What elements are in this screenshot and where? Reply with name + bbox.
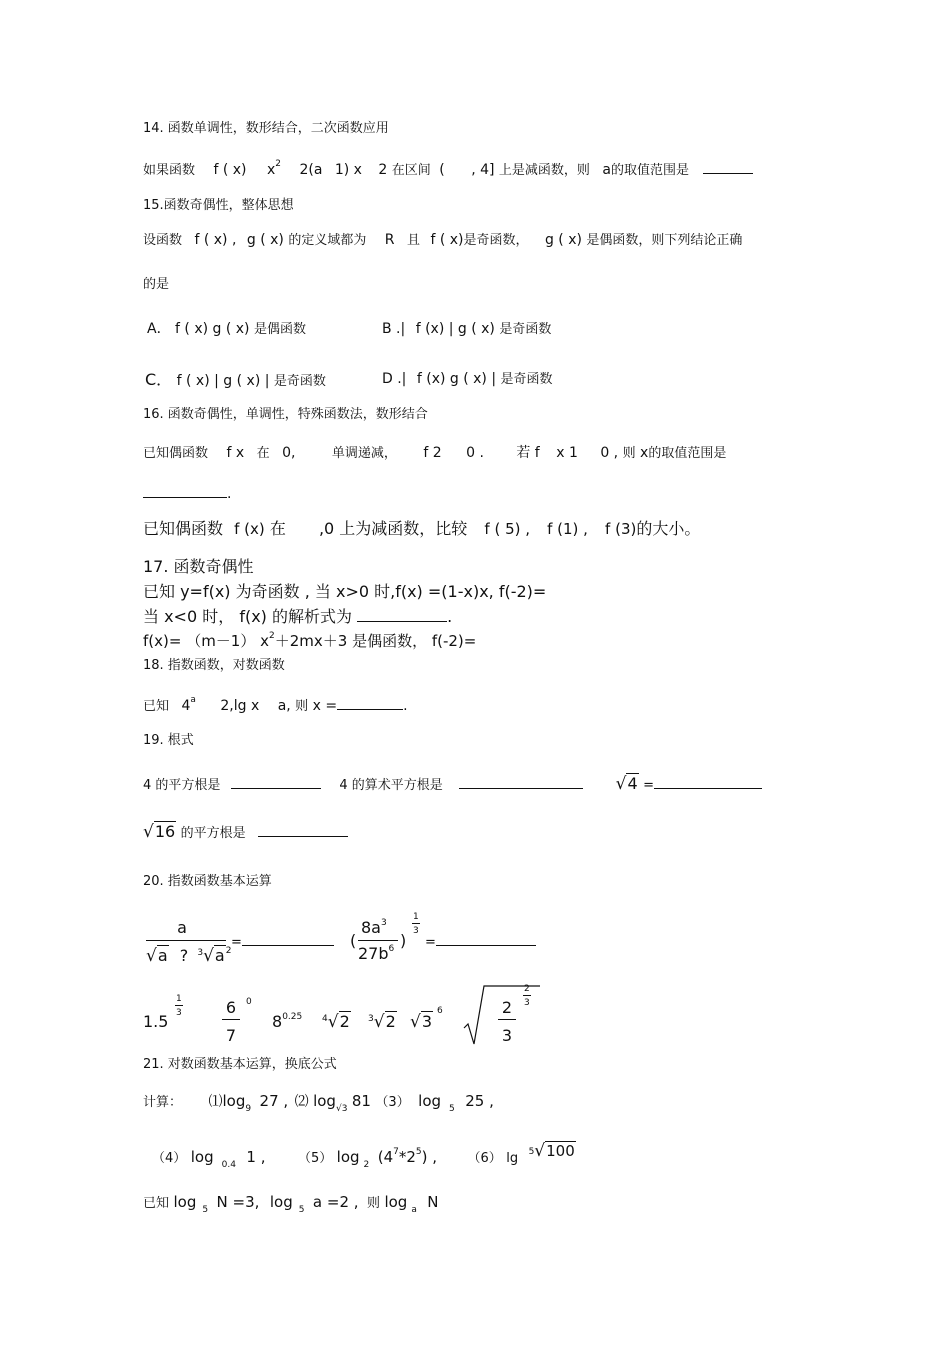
q15-optC-math: f ( x) | g ( x) |	[176, 373, 270, 389]
q18-p2: 2,lg x	[220, 698, 260, 714]
q21-i4: （4）	[152, 1151, 187, 1166]
q16-x1: x 1	[556, 445, 578, 461]
q20-f1-den-a: a	[157, 946, 168, 965]
cbrt-icon: √	[373, 1012, 385, 1032]
q16-f2: f 2	[423, 445, 442, 461]
q17-l2: 当 x<0 时， f(x) 的解析式为	[143, 607, 352, 626]
q20-f2-bar	[358, 940, 398, 941]
q16-zero: 0,	[282, 445, 296, 461]
q21-log8: log	[384, 1193, 408, 1211]
q14-tail2: 的取值范围是	[610, 163, 689, 178]
q16-l2f: f (3)	[605, 520, 637, 538]
q21-last-e-base: a	[411, 1205, 417, 1215]
q15-l1c: 且	[406, 233, 420, 248]
q20-e-r2-val: 2	[385, 1012, 396, 1031]
q21-lg: lg	[506, 1151, 519, 1166]
q21-i5-arg-b: *2	[398, 1148, 416, 1166]
q18-p1: 已知	[143, 699, 170, 714]
q21-i4-arg: 1 ,	[246, 1148, 266, 1166]
q15-optB-text: 是奇函数	[499, 322, 552, 337]
q16-zero2: 0 .	[466, 445, 484, 461]
q16-blank-line	[143, 483, 231, 503]
q16-p1: 已知偶函数	[143, 446, 209, 461]
q20-eq2-sign: =	[425, 935, 436, 950]
q20-f2-exp-num: 1	[413, 912, 419, 922]
q21-i2-base-val: 3	[341, 1104, 348, 1114]
q20-e-fnum: 6	[225, 998, 237, 1017]
q19-blank-a[interactable]	[231, 774, 321, 789]
q20-e-exp-num: 1	[176, 994, 182, 1004]
q20-f2-num-sup: 3	[380, 918, 387, 928]
q15-fx: f ( x) ,	[194, 232, 237, 248]
q20-e-r1-idx: 4	[322, 1014, 328, 1024]
q14-x: x	[266, 162, 276, 178]
q16-line2	[143, 519, 700, 539]
q21-i1-arg: 27 ,	[259, 1092, 289, 1110]
q21-i6: （6）	[467, 1151, 502, 1166]
q15-optA-math: f ( x) g ( x)	[175, 321, 250, 337]
q18-exp: a	[190, 695, 196, 705]
q21-last-e: N	[427, 1193, 439, 1211]
q20-e-r3-val: 3	[421, 1012, 433, 1031]
q20-blank-1[interactable]	[242, 931, 334, 946]
q16-l2c: ,0 上为减函数，比较	[318, 519, 468, 538]
q20-f1-den-b: a	[214, 946, 225, 965]
q17-l2-end: .	[447, 607, 453, 626]
q21-line1	[143, 1092, 494, 1113]
q20-e-big-exp-bar	[523, 995, 531, 996]
q20-eq1	[231, 931, 334, 952]
q20-e-r3	[410, 1012, 433, 1032]
q20-e-8	[272, 1012, 302, 1035]
q15-optA-text: 是偶函数	[253, 322, 306, 337]
q20-e-base: 1.5	[143, 1012, 169, 1031]
q15-optC-text: 是奇函数	[273, 374, 326, 389]
q18-title: 18. 指数函数，对数函数	[143, 658, 285, 673]
q17-title: 17. 函数奇偶性	[143, 557, 254, 576]
q20-f2-exp-bar	[412, 923, 420, 924]
q18-line	[143, 695, 408, 717]
q19-rad: 4	[627, 774, 638, 793]
q15-optD-label: D .|	[382, 371, 407, 387]
q19-c: 的平方根是	[180, 826, 246, 841]
q21-i3-arg: 25 ,	[465, 1092, 494, 1110]
q14-sq: 2	[275, 159, 281, 169]
q20-f1-den	[146, 946, 231, 969]
q21-log4: log	[190, 1148, 214, 1166]
q21-last-c-base: 5	[298, 1205, 305, 1215]
q20-f1-bar	[146, 940, 226, 941]
q14-line	[143, 159, 753, 181]
q14-interval-end: , 4]	[471, 162, 495, 178]
q14-blank[interactable]	[703, 159, 753, 174]
q16-p6: 的取值范围是	[648, 446, 727, 461]
sqrt-icon: √	[143, 822, 154, 842]
q15-l1a: 设函数	[143, 233, 183, 248]
q20-f1-den-idx: 3	[197, 948, 204, 958]
q20-f2-num	[361, 918, 387, 941]
q15-R: R	[384, 232, 395, 248]
q21-i2-base	[336, 1104, 347, 1114]
q15-option-a[interactable]	[147, 320, 306, 339]
q15-gx2: g ( x)	[544, 232, 582, 248]
q19-eq: =	[643, 778, 655, 793]
q21-i3: （3）	[375, 1095, 410, 1110]
q15-option-c[interactable]	[145, 370, 326, 391]
q17-line1	[143, 582, 551, 602]
q19-line1	[143, 774, 762, 795]
q14-tail: 上是减函数，则	[498, 163, 590, 178]
q20-e-8-exp: 0.25	[282, 1012, 303, 1022]
q21-title: 21. 对数函数基本运算，换底公式	[143, 1057, 337, 1072]
cbrt-icon: √	[335, 1104, 342, 1114]
q16-p4: 若 f	[516, 445, 540, 461]
q15-optA-label: A．	[147, 321, 171, 337]
q20-eq2	[425, 931, 536, 952]
q20-f2-exp-den: 3	[413, 926, 419, 936]
q21-i5: （5）	[297, 1151, 333, 1166]
q15-line2: 的是	[143, 277, 170, 292]
q20-e-fbar	[222, 1019, 240, 1020]
q16-l2g: 的大小。	[636, 519, 701, 538]
q19-rad-expr	[615, 774, 639, 794]
q20-e-fden: 7	[225, 1026, 237, 1045]
q21-line2	[152, 1141, 576, 1170]
q14-a: a	[602, 162, 611, 178]
q16-title: 16. 函数奇偶性，单调性，特殊函数法，数形结合	[143, 407, 428, 422]
q21-last-a: 已知	[143, 1196, 170, 1211]
q20-blank-2[interactable]	[436, 931, 536, 946]
q15-fx2: f ( x)	[430, 232, 464, 248]
q15-optC-label: C．	[145, 370, 173, 389]
q15-optD-math: f (x) g ( x) |	[416, 371, 497, 387]
q20-f1-den-sup: 2	[225, 946, 232, 956]
q20-f2-den-sup: 6	[388, 944, 395, 954]
q14-interval-text: 在区间	[391, 163, 431, 178]
q16-l2b: 在	[269, 519, 286, 538]
q18-p3: a,	[277, 698, 291, 714]
q21-last-c: a =2 ,	[312, 1193, 359, 1211]
q19-a: 4 的平方根是	[143, 778, 221, 793]
q21-i3-base: 5	[449, 1104, 455, 1114]
q21-i5-sup1: 7	[393, 1147, 399, 1157]
q17-l3b: ＋2mx＋3 是偶函数， f(-2)=	[274, 632, 477, 650]
q20-f1-den-q: ?	[179, 946, 189, 965]
q20-f2-num-text: 8a	[361, 918, 381, 937]
q20-e-r2-idx: 3	[368, 1014, 374, 1024]
q21-i5-arg-a: (4	[377, 1148, 394, 1166]
q21-i6-idx: 5	[528, 1147, 535, 1157]
q21-line3	[143, 1193, 439, 1214]
q21-log7: log	[269, 1193, 293, 1211]
q16-p2: 在	[256, 446, 270, 461]
q19-blank-c[interactable]	[654, 774, 762, 789]
q18-x: x =	[312, 698, 338, 714]
q21-last-b-base: 5	[202, 1205, 209, 1215]
q16-l2e: f (1) ,	[547, 520, 588, 538]
q15-gx: g ( x)	[246, 232, 284, 248]
q21-last-d: 则	[366, 1196, 380, 1211]
q15-optD-text: 是奇函数	[500, 372, 553, 387]
q15-l1e: 是偶函数，则下列结论正确	[586, 233, 743, 248]
q15-optB-label: B .|	[382, 321, 406, 337]
q14-fx: f ( x)	[213, 162, 247, 178]
q15-l1d: 是奇函数，	[463, 233, 529, 248]
q16-p3: 单调递减，	[331, 446, 397, 461]
q15-l1b: 的定义域都为	[288, 233, 367, 248]
q16-blank[interactable]	[143, 483, 227, 498]
q20-title: 20. 指数函数基本运算	[143, 874, 272, 889]
q20-f2-den	[358, 944, 394, 967]
q15-option-b[interactable]	[382, 320, 551, 339]
q21-log2: log	[313, 1092, 336, 1110]
q14-title: 14. 函数单调性，数形结合，二次函数应用	[143, 121, 389, 136]
q20-f2-den-text: 27b	[358, 944, 389, 963]
q20-e-big-den: 3	[501, 1026, 513, 1045]
q19-c-rad: 16	[154, 822, 176, 841]
q16-fx: f x	[226, 445, 245, 461]
q16-l2a: 已知偶函数	[143, 519, 224, 538]
q19-rad16-expr	[143, 822, 176, 842]
q19-blank-b[interactable]	[459, 774, 583, 789]
q14-term: 2(a	[299, 162, 323, 178]
q19-b: 4 的算术平方根是	[339, 778, 443, 793]
q18-blank[interactable]	[337, 695, 403, 710]
q15-option-d[interactable]	[382, 370, 553, 389]
q20-e-big-exp-num: 2	[524, 984, 530, 994]
q21-i5-sup2: 5	[415, 1147, 422, 1157]
q21-i1: ⑴	[208, 1094, 223, 1110]
q16-x: x	[640, 445, 649, 461]
q17-line2	[143, 607, 452, 627]
q21-i1-base: 9	[245, 1104, 252, 1114]
root4-icon: √	[327, 1012, 339, 1032]
q20-f2-rparen: )	[400, 931, 407, 950]
sqrt-icon: √	[146, 946, 157, 966]
q14-prefix: 如果函数	[143, 163, 196, 178]
q16-p5: 则	[622, 446, 636, 461]
q20-e-r3-exp: 6	[437, 1006, 443, 1016]
q21-log3: log	[418, 1092, 442, 1110]
q14-two: 2	[378, 162, 388, 178]
q21-last-b: N =3,	[216, 1193, 260, 1211]
q19-title: 19. 根式	[143, 733, 194, 748]
q21-log6: log	[173, 1193, 197, 1211]
q14-one: 1) x	[334, 162, 362, 178]
q20-f2-lparen: (	[350, 931, 357, 950]
q21-i6-arg: 100	[546, 1142, 575, 1160]
q21-i2-arg: 81	[351, 1092, 371, 1110]
q15-optB-math: f (x) | g ( x)	[415, 321, 495, 337]
q21-log1: log	[222, 1092, 246, 1110]
q20-e-r2	[368, 1012, 397, 1035]
q20-f1-num: a	[177, 918, 187, 937]
q16-dot: .	[227, 486, 232, 502]
root5-icon: √	[534, 1141, 546, 1161]
q19-blank-d[interactable]	[258, 822, 348, 837]
q17-line3	[143, 632, 476, 653]
q20-eq1-sign: =	[231, 935, 242, 950]
q15-line1	[143, 231, 742, 250]
q18-end: .	[403, 698, 408, 714]
q20-e-exp-bar	[175, 1005, 183, 1006]
q16-line1	[143, 444, 726, 463]
q16-l2-fx: f (x)	[234, 520, 265, 538]
q20-e-f-exp: 0	[246, 997, 252, 1007]
q20-e-exp-den: 3	[176, 1008, 182, 1018]
q17-l1: 已知 y=f(x) 为奇函数 , 当 x>0 时,f(x) =(1-x)x, f(-2)=	[143, 582, 547, 601]
sqrt-icon: √	[410, 1012, 421, 1032]
q19-line2	[143, 822, 348, 843]
cbrt-icon: √	[203, 946, 214, 966]
q15-title: 15.函数奇偶性，整体思想	[143, 198, 294, 213]
q21-calc: 计算：	[143, 1095, 183, 1110]
q16-l2d: f ( 5) ,	[484, 520, 531, 538]
q17-blank2[interactable]	[357, 607, 447, 622]
q20-e-r1	[322, 1012, 351, 1035]
q21-i4-base: 0.4	[221, 1160, 236, 1170]
q20-e-big-num: 2	[501, 998, 513, 1017]
q17-l3-sup: 2	[269, 631, 275, 641]
q14-paren: (	[439, 162, 445, 178]
sqrt-icon: √	[615, 774, 627, 794]
q21-i2: ⑵	[294, 1094, 309, 1110]
q20-e-8-base: 8	[272, 1012, 283, 1031]
q18-base: 4	[181, 698, 191, 714]
q21-i5-close: ) ,	[421, 1148, 438, 1166]
q20-e-r1-val: 2	[339, 1012, 350, 1031]
q21-i5-base: 2	[363, 1160, 370, 1170]
q16-zero3: 0 ,	[600, 445, 619, 461]
q20-e-big-bar	[498, 1019, 516, 1020]
q20-e-big-exp-den: 3	[524, 998, 530, 1008]
q18-p4: 则	[295, 699, 309, 714]
q21-log5: log	[336, 1148, 360, 1166]
q17-l3a: f(x)= （m－1） x	[143, 632, 269, 650]
